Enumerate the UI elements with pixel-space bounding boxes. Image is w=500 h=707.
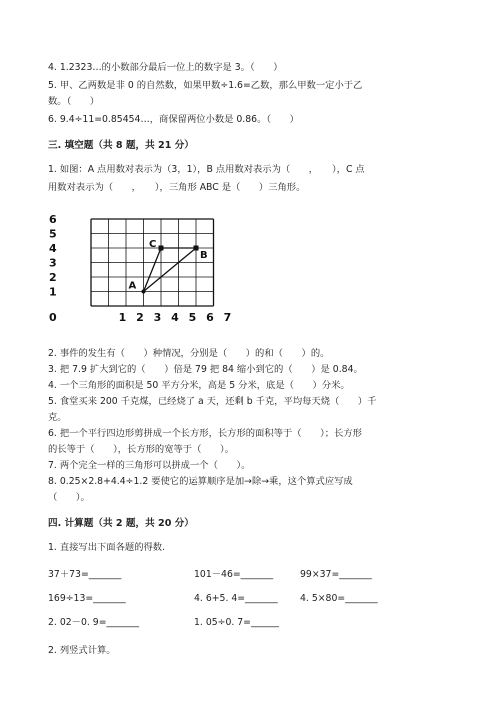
- y-tick-label: 3: [49, 256, 57, 270]
- section-3-heading: 三. 填空题（共 8 题，共 21 分）: [48, 140, 194, 151]
- calc-item: 4. 5×80=_______: [300, 593, 378, 604]
- y-tick-label: 6: [49, 213, 57, 226]
- fill-1-line2: 用数对表示为（ ， ），三角形 ABC 是（ ）三角形。: [48, 182, 306, 193]
- fill-2: 2. 事件的发生有（ ）种情况，分别是（ ）的和（ ）的。: [48, 348, 330, 359]
- fill-7: 7. 两个完全一样的三角形可以拼成一个（ ）。: [48, 460, 251, 471]
- question-5-line2: 数。（ ）: [48, 96, 100, 107]
- x-tick-label: 2: [136, 311, 144, 324]
- question-4: 4. 1.2323…的小数部分最后一位上的数字是 3。（ ）: [48, 62, 283, 73]
- fill-5-line2: 克。: [48, 412, 67, 423]
- y-tick-label: 2: [49, 271, 57, 284]
- coordinate-grid: [44, 202, 232, 327]
- question-5-line1: 5. 甲、乙两数是非 0 的自然数，如果甲数÷1.6=乙数，那么甲数一定小于乙: [48, 80, 363, 91]
- x-tick-label: 5: [188, 311, 197, 324]
- x-tick-label: 1: [118, 311, 127, 324]
- fill-1-line1: 1. 如图：A 点用数对表示为（3，1），B 点用数对表示为（ ， ），C 点: [48, 164, 365, 175]
- point-b-label: B: [200, 250, 208, 261]
- point-b: [194, 246, 199, 251]
- question-6: 6. 9.4÷11=0.85454…，商保留两位小数是 0.86。（ ）: [48, 114, 299, 125]
- segment-ab: [144, 248, 197, 292]
- point-c-label: C: [149, 239, 157, 250]
- calc-1-instruction: 1. 直接写出下面各题的得数.: [48, 542, 166, 553]
- calc-item: 99×37=_______: [300, 569, 372, 580]
- section-4-heading: 四. 计算题（共 2 题，共 20 分）: [48, 518, 194, 529]
- x-tick-label: 0: [49, 311, 57, 324]
- fill-5-line1: 5. 食堂买来 200 千克煤，已经烧了 a 天，还剩 b 千克，平均每天烧（ ）千: [48, 396, 377, 407]
- fill-3: 3. 把 7.9 扩大到它的（ ）倍是 79 把 84 缩小到它的（ ）是 0.84。: [48, 364, 363, 375]
- x-tick-label: 3: [153, 311, 162, 324]
- grid-lines: [91, 219, 214, 306]
- calc-item: 169÷13=_______: [48, 593, 126, 604]
- y-tick-label: 4: [49, 242, 57, 255]
- y-tick-label: 1: [49, 285, 57, 299]
- calc-item: 101－46=_______: [194, 569, 274, 580]
- fill-8-line1: 8. 0.25×2.8+4.4÷1.2 要使它的运算顺序是加→除→乘，这个算式应写成: [48, 476, 353, 487]
- x-tick-label: 6: [206, 311, 214, 324]
- fill-6-line1: 6. 把一个平行四边形剪拼成一个长方形，长方形的面积等于（ ）；长方形: [48, 428, 362, 439]
- x-axis-labels: [49, 311, 231, 324]
- point-a-label: A: [128, 280, 137, 292]
- fill-6-line2: 的长等于（ ），长方形的宽等于（ ）。: [48, 444, 234, 455]
- point-c: [159, 246, 164, 251]
- calc-item: 2. 02－0. 9=_______: [48, 617, 140, 628]
- calc-item: 37＋73=_______: [48, 569, 122, 580]
- x-tick-label: 4: [171, 311, 179, 324]
- point-a: [142, 290, 146, 294]
- fill-8-line2: （ ）。: [48, 492, 90, 503]
- y-tick-label: 5: [49, 227, 57, 241]
- calc-2-instruction: 2. 列竖式计算。: [48, 645, 116, 656]
- calc-item: 4. 6+5. 4=_______: [194, 593, 278, 604]
- y-axis-labels: [49, 213, 57, 299]
- calc-item: 1. 05÷0. 7=______: [194, 617, 279, 628]
- x-tick-label: 7: [223, 311, 232, 324]
- fill-4: 4. 一个三角形的面积是 50 平方分米，高是 5 分米，底是（ ）分米。: [48, 380, 350, 391]
